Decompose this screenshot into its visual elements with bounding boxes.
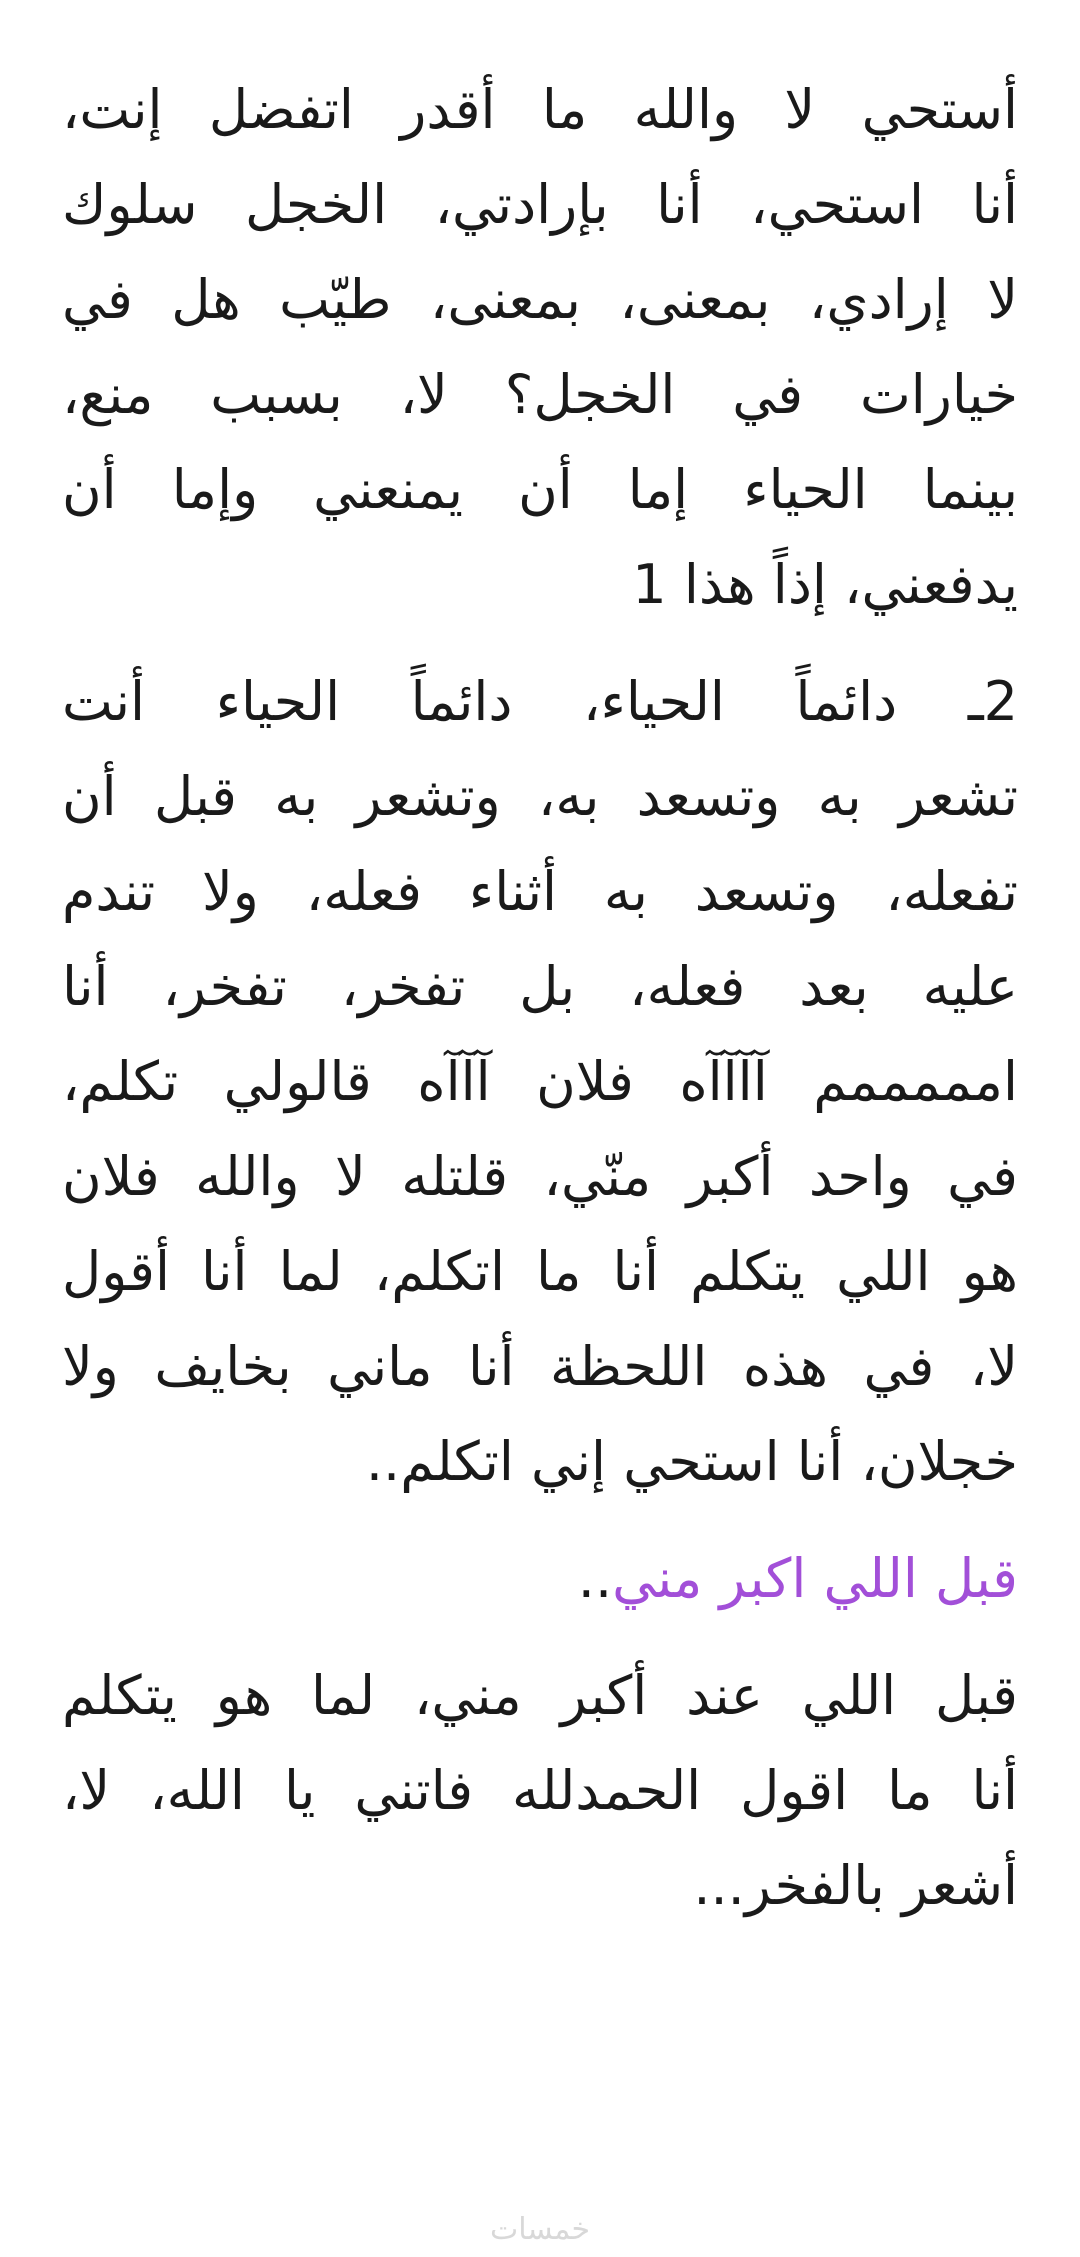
watermark-logo: خمسات [489, 2212, 591, 2247]
paragraph-2-line-3: تفعله، وتسعد به أثناء فعله، ولا تندم [62, 860, 1018, 923]
paragraph-2-line-4: عليه بعد فعله، بل تفخر، تفخر، أنا [62, 955, 1018, 1018]
paragraph-4-line-1: قبل اللي عند أكبر مني، لما هو يتكلم [62, 1664, 1018, 1727]
paragraph-2-line-9: خجلان، أنا استحي إني اتكلم.. [365, 1430, 1018, 1493]
paragraph-4-line-2: أنا ما اقول الحمدلله فاتني يا الله، لا، [62, 1759, 1018, 1822]
highlighted-quote-suffix: .. [577, 1547, 613, 1610]
paragraph-1-line-4: خيارات في الخجل؟ لا، بسبب منع، [62, 363, 1018, 426]
paragraph-1-line-6: يدفعني، إذاً هذا 1 [632, 553, 1018, 616]
highlighted-quote-line [62, 1531, 1018, 1626]
paragraph-2-line-1: 2ـ دائماً الحياء، دائماً الحياء أنت [62, 670, 1018, 733]
paragraph-2-line-5: امممممم آآآآه فلان آآآه قالولي تكلم، [62, 1050, 1018, 1113]
paragraph-1-line-2: أنا استحي، أنا بإرادتي، الخجل سلوك [62, 173, 1018, 236]
paragraph-2-line-2: تشعر به وتسعد به، وتشعر به قبل أن [62, 765, 1018, 828]
paragraph-2-line-7: هو اللي يتكلم أنا ما اتكلم، لما أنا أقول [62, 1240, 1018, 1303]
paragraph-1 [62, 62, 1018, 632]
paragraph-2-line-8: لا، في هذه اللحظة أنا ماني بخايف ولا [62, 1335, 1018, 1398]
highlighted-phrase: قبل اللي اكبر مني [612, 1547, 1018, 1610]
highlighted-quote [62, 1531, 1018, 1626]
paragraph-2 [62, 654, 1018, 1509]
paragraph-2-line-6: في واحد أكبر منّي، قلتله لا والله فلان [62, 1145, 1018, 1208]
paragraph-1-line-5: بينما الحياء إما أن يمنعني وإما أن [62, 458, 1018, 521]
paragraph-4-line-3: أشعر بالفخر... [693, 1854, 1018, 1917]
paragraph-1-line-1: أستحي لا والله ما أقدر اتفضل إنت، [62, 78, 1018, 141]
paragraph-4 [62, 1648, 1018, 1933]
paragraph-1-line-3: لا إرادي، بمعنى، بمعنى، طيّب هل في [62, 268, 1018, 331]
